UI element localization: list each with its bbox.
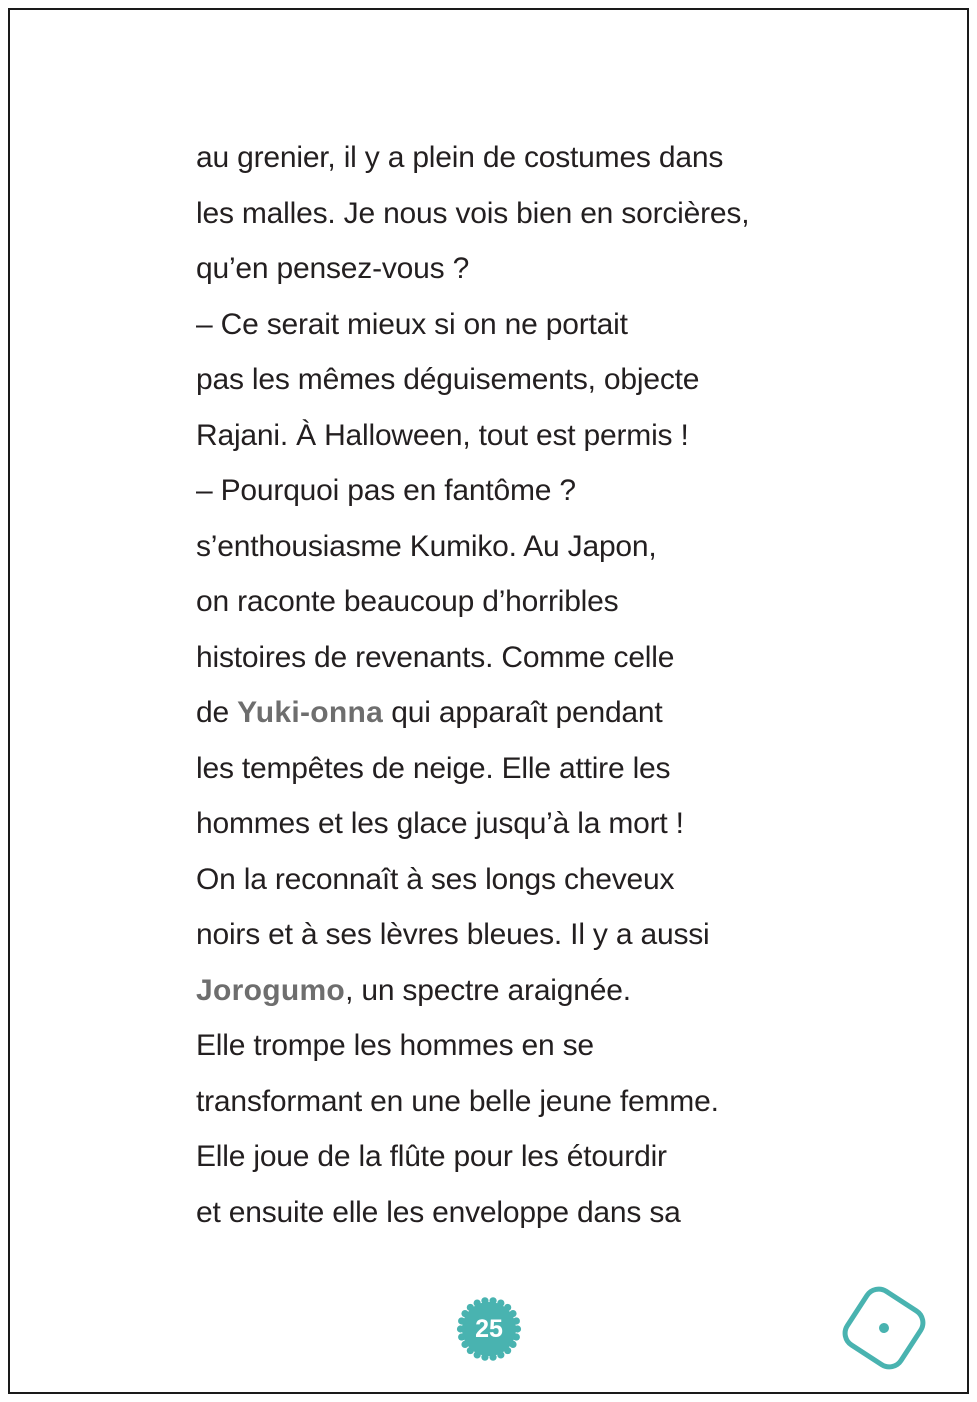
text-run: pas les mêmes déguisements, objecte bbox=[196, 363, 700, 396]
text-run: s’enthousiasme Kumiko. Au Japon, bbox=[196, 529, 657, 563]
page-text-body bbox=[196, 130, 856, 1240]
text-run: Elle joue de la flûte pour les étourdir bbox=[196, 1140, 667, 1173]
text-line bbox=[196, 963, 856, 1019]
text-run: histoires de revenants. Comme celle bbox=[196, 640, 675, 674]
text-run: Rajani. À Halloween, tout est permis ! bbox=[196, 418, 689, 452]
text-line bbox=[196, 630, 856, 686]
text-line bbox=[196, 907, 856, 963]
text-run: au grenier, il y a plein de costumes dans bbox=[196, 141, 724, 174]
text-run: , un spectre araignée. bbox=[345, 973, 631, 1007]
highlighted-term: Yuki-onna bbox=[237, 696, 384, 729]
text-line bbox=[196, 852, 856, 908]
text-run: hommes et les glace jusqu’à la mort ! bbox=[196, 807, 684, 840]
diamond-corner-ornament-icon bbox=[834, 1276, 934, 1380]
text-line bbox=[196, 685, 856, 741]
text-run: transformant en une belle jeune femme. bbox=[196, 1084, 719, 1118]
text-line bbox=[196, 186, 856, 242]
text-line bbox=[196, 1185, 856, 1241]
highlighted-term: Jorogumo bbox=[196, 973, 346, 1007]
text-line bbox=[196, 741, 856, 797]
text-run: et ensuite elle les enveloppe dans sa bbox=[196, 1195, 681, 1229]
text-line bbox=[196, 297, 856, 353]
text-line bbox=[196, 130, 856, 186]
text-run: qui apparaît pendant bbox=[383, 696, 663, 729]
text-line bbox=[196, 463, 856, 519]
page-number-badge bbox=[456, 1296, 522, 1362]
text-run: Elle trompe les hommes en se bbox=[196, 1029, 594, 1062]
text-line bbox=[196, 352, 856, 408]
text-run: On la reconnaît à ses longs cheveux bbox=[196, 862, 675, 896]
text-run: les tempêtes de neige. Elle attire les bbox=[196, 751, 671, 785]
text-run: les malles. Je nous vois bien en sorcières, bbox=[196, 196, 750, 230]
text-run: de bbox=[196, 696, 238, 729]
text-line bbox=[196, 241, 856, 297]
text-run: noirs et à ses lèvres bleues. Il y a aussi bbox=[196, 918, 710, 951]
text-run: – Ce serait mieux si on ne portait bbox=[196, 307, 628, 341]
text-line bbox=[196, 1129, 856, 1185]
text-line bbox=[196, 1018, 856, 1074]
page-number-text: 25 bbox=[475, 1314, 503, 1343]
text-line bbox=[196, 408, 856, 464]
text-run: on raconte beaucoup d’horribles bbox=[196, 585, 619, 618]
text-line bbox=[196, 796, 856, 852]
text-run: qu’en pensez-vous ? bbox=[196, 252, 470, 285]
text-run: – Pourquoi pas en fantôme ? bbox=[196, 474, 576, 507]
text-line bbox=[196, 519, 856, 575]
text-line bbox=[196, 1074, 856, 1130]
text-line bbox=[196, 574, 856, 630]
